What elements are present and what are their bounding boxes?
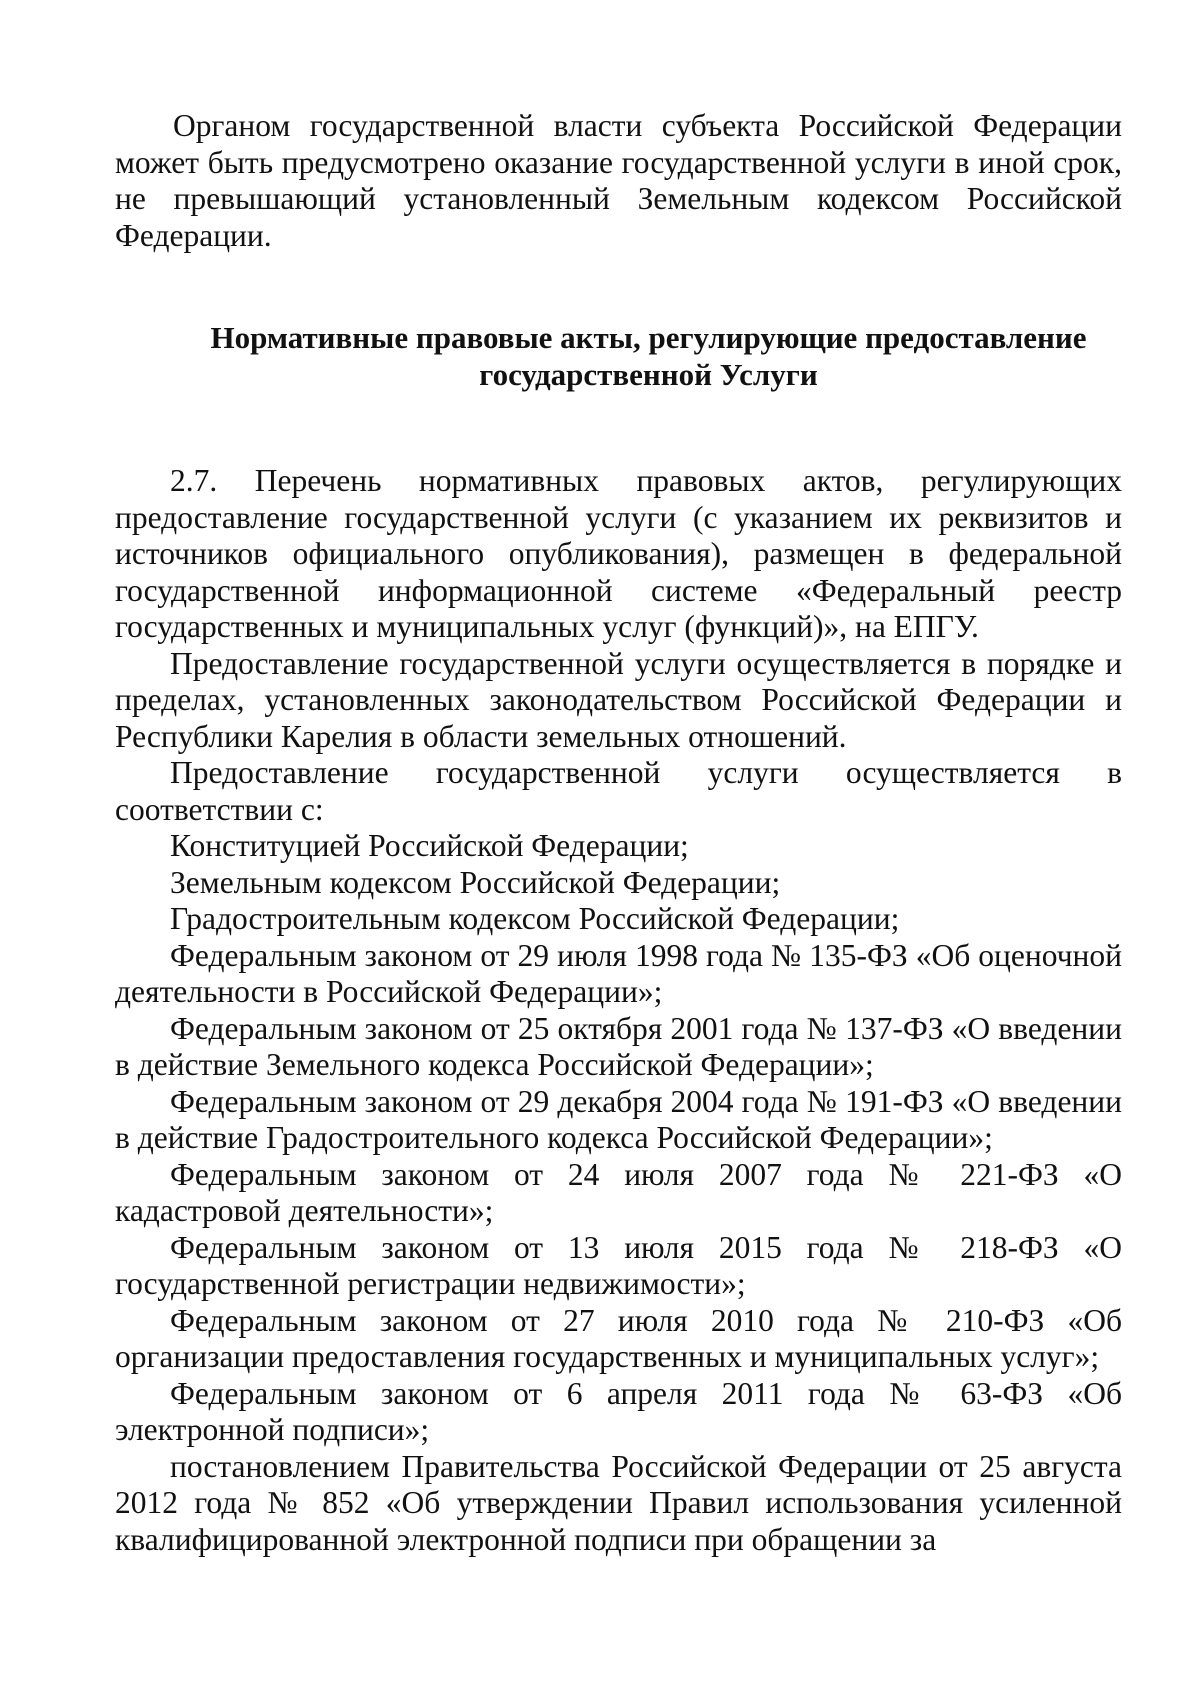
list-item-law-137: Федеральным законом от 25 октября 2001 года № 137-ФЗ «О введении в действие Земельного кодекса Российской Федерации»; — [115, 1010, 1122, 1082]
list-item-constitution: Конституцией Российской Федерации; — [170, 828, 689, 863]
list-item-land-code: Земельным кодексом Российской Федерации; — [170, 864, 781, 900]
list-item-law-191: Федеральным законом от 29 декабря 2004 года № 191-ФЗ «О введении в действие Градостроительного кодекса Российской Федерации»; — [115, 1083, 1122, 1155]
list-item-law-218: Федеральным законом от 13 июля 2015 года № 218-ФЗ «О государственной регистрации недвижимости»; — [115, 1229, 1122, 1301]
paragraph-in-accordance: Предоставление государственной услуги осуществляется в соответствии с: — [115, 755, 1122, 827]
list-item-law-210: Федеральным законом от 27 июля 2010 года № 210-ФЗ «Об организации предоставления государственных и муниципальных услуг»; — [115, 1302, 1122, 1374]
paragraph-procedure: Предоставление государственной услуги осуществляется в порядке и пределах, установленных законодательством Российской Федерации и Республики Карелия в области земельных отношений. — [115, 645, 1122, 754]
list-item-law-135: Федеральным законом от 29 июля 1998 года № 135-ФЗ «Об оценочной деятельности в Российской Федерации»; — [115, 937, 1122, 1009]
list-item-law-221: Федеральным законом от 24 июля 2007 года № 221-ФЗ «О кадастровой деятельности»; — [115, 1156, 1122, 1228]
list-item-urban-code: Градостроительным кодексом Российской Федерации; — [170, 901, 900, 936]
list-item-decree-852: постановлением Правительства Российской Федерации от 25 августа 2012 года № 852 «Об утверждении Правил использования усиленной квалифицированной электронной подписи при обращении за — [115, 1448, 1122, 1557]
section-heading-line-2: государственной Услуги — [479, 356, 818, 392]
document-page — [115, 108, 1122, 1558]
paragraph-2-7: 2.7. Перечень нормативных правовых актов, регулирующих предоставление государственной услуги (с указанием их реквизитов и источников официального опубликования), размещен в федеральной государственной информационной системе «Федеральный реестр государственных и муниципальных услуг (функций)», на ЕПГУ. — [115, 463, 1122, 644]
section-heading-line-1: Нормативные правовые акты, регулирующие предоставление — [210, 320, 1087, 355]
list-item-law-63: Федеральным законом от 6 апреля 2011 года № 63-ФЗ «Об электронной подписи»; — [115, 1375, 1122, 1447]
intro-paragraph: Органом государственной власти субъекта Российской Федерации может быть предусмотрено оказание государственной услуги в иной срок, не превышающий установленный Земельным кодексом Российской Федерации. — [115, 108, 1122, 253]
section-heading — [115, 320, 1122, 393]
